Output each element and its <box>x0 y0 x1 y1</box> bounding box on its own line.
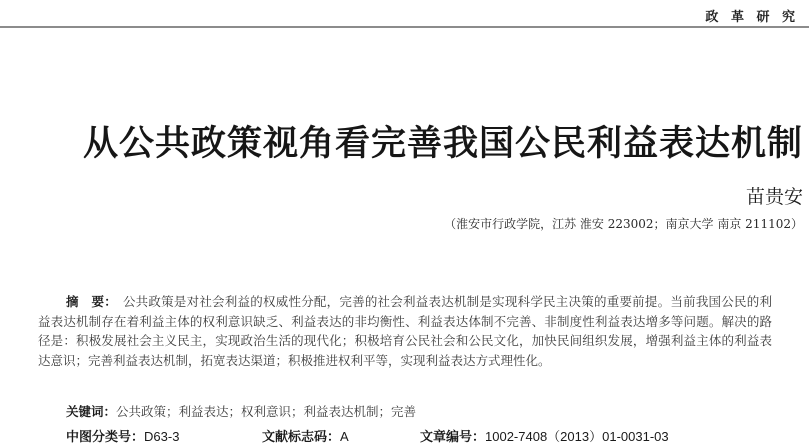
keywords-text: 公共政策；利益表达；权利意识；利益表达机制；完善 <box>116 404 417 419</box>
clc-label: 中图分类号： <box>66 430 145 445</box>
abstract-text: 公共政策是对社会利益的权威性分配，完善的社会利益表达机制是实现科学民主决策的重要前提。当前我国公民的利益表达机制存在着利益主体的权利意识缺乏、利益表达的非均衡性、利益表达体制不完善、非制度性利益表达增多等问题。解决的路径是：积极发展社会主义民主，实现政治生活的现代化；积极培育公民社会和公民文化，加快民间组织发展，增强利益主体的利益表达意识；完善利益表达机制，拓宽表达渠道；积极推进权利平等，实现利益表达方式理性化。 <box>38 294 772 368</box>
clc-number <box>66 426 179 445</box>
journal-section-header: 政 革 研 究 <box>705 10 799 25</box>
article-author: 苗贵安 <box>745 186 803 208</box>
document-code-label: 文献标志码： <box>262 430 341 445</box>
keywords-label: 关键词： <box>66 404 117 419</box>
document-code <box>262 426 349 445</box>
article-title: 从公共政策视角看完善我国公民利益表达机制 <box>82 124 803 164</box>
document-code-value: A <box>340 429 349 444</box>
article-number <box>420 426 669 445</box>
article-number-label: 文章编号： <box>420 430 486 445</box>
header-rule <box>0 26 809 28</box>
author-affiliation: （淮安市行政学院，江苏 淮安 223002；南京大学 南京 211102） <box>444 217 803 231</box>
abstract-block <box>38 292 772 370</box>
keywords-block <box>66 402 416 420</box>
clc-value: D63-3 <box>144 429 180 444</box>
article-number-value: 1002-7408（2013）01-0031-03 <box>485 429 669 444</box>
abstract-label: 摘 要： <box>66 294 117 309</box>
